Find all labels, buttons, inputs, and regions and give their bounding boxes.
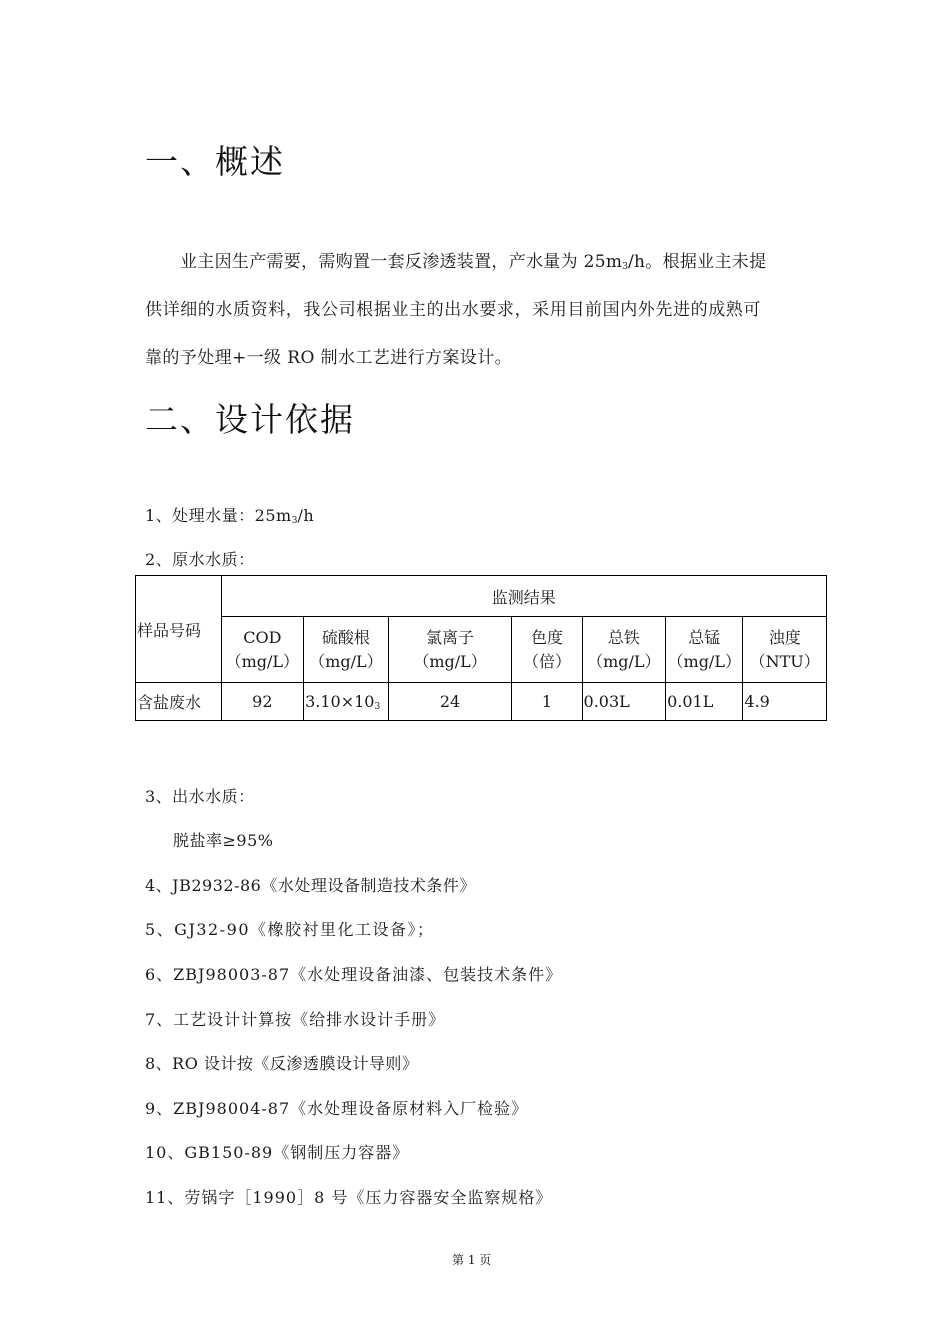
overview-paragraph-line-2: 供详细的水质资料，我公司根据业主的出水要求，采用目前国内外先进的成熟可	[145, 300, 761, 320]
table-header-chloride	[388, 617, 512, 683]
basis-item-3: 3、出水水质：	[145, 787, 255, 806]
col-unit: （mg/L）	[413, 651, 487, 671]
basis-item-8: 8、RO 设计按《反渗透膜设计导则》	[145, 1054, 419, 1073]
basis-item-1-unit: /h	[297, 506, 315, 525]
overview-line1-text-end: /h。根据业主未提	[628, 252, 767, 272]
col-unit: （倍）	[522, 651, 571, 671]
col-name: 色度	[530, 627, 563, 647]
col-unit: （mg/L）	[309, 651, 383, 671]
col-name: 浊度	[768, 627, 801, 647]
section-title-overview: 一、概述	[145, 142, 285, 181]
basis-item-11: 11、劳锅字［1990］8 号《压力容器安全监察规格》	[145, 1188, 553, 1207]
basis-item-4: 4、JB2932-86《水处理设备制造技术条件》	[145, 876, 476, 895]
col-name: 总铁	[607, 627, 640, 647]
cell-sulfate	[304, 683, 389, 721]
cell-sample: 含盐废水	[136, 683, 222, 721]
table-header-color	[512, 617, 582, 683]
section-title-basis: 二、设计依据	[145, 400, 355, 439]
col-unit: （mg/L）	[225, 651, 300, 671]
cell-cod: 92	[221, 683, 304, 721]
raw-water-quality-table	[135, 575, 827, 721]
overview-paragraph-line-1	[180, 247, 766, 272]
basis-item-6: 6、ZBJ98003-87《水处理设备油漆、包装技术条件》	[145, 965, 563, 984]
col-unit: （mg/L）	[587, 651, 661, 671]
basis-item-1	[145, 503, 314, 526]
col-unit: （NTU）	[749, 651, 820, 671]
basis-item-5: 5、GJ32-90《橡胶衬里化工设备》；	[145, 920, 435, 939]
col-name: 总锰	[688, 627, 721, 647]
table-header-manganese	[666, 617, 743, 683]
table-header-sulfate	[304, 617, 389, 683]
table-header-monitoring-results: 监测结果	[221, 576, 826, 617]
basis-item-2: 2、原水水质：	[145, 550, 255, 569]
basis-item-3-detail: 脱盐率≥95%	[173, 831, 274, 850]
basis-item-1-superscript: 3	[291, 516, 298, 526]
table-header-cod	[221, 617, 304, 683]
basis-item-7: 7、工艺设计计算按《给排水设计手册》	[145, 1010, 446, 1029]
col-name: 氯离子	[426, 627, 475, 647]
col-name: 硫酸根	[321, 627, 370, 647]
col-name: COD	[243, 627, 282, 647]
overview-line1-text: 业主因生产需要，需购置一套反渗透装置，产水量为 25m	[180, 252, 623, 272]
cell-chloride: 24	[388, 683, 512, 721]
table-header-turbidity	[743, 617, 827, 683]
overview-line1-superscript: 3	[622, 262, 628, 272]
cell-turbidity: 4.9	[743, 683, 827, 721]
cell-sulfate-value: 3.10×10	[305, 692, 375, 711]
cell-iron: 0.03L	[582, 683, 666, 721]
table-header-iron	[582, 617, 666, 683]
overview-paragraph-line-3: 靠的予处理+一级 RO 制水工艺进行方案设计。	[145, 348, 512, 368]
cell-color: 1	[512, 683, 582, 721]
col-unit: （mg/L）	[667, 651, 741, 671]
table-header-sample-code: 样品号码	[136, 576, 222, 683]
cell-manganese: 0.01L	[666, 683, 743, 721]
basis-item-10: 10、GB150-89《钢制压力容器》	[145, 1143, 410, 1162]
cell-sulfate-exponent: 3	[374, 702, 381, 712]
basis-item-9: 9、ZBJ98004-87《水处理设备原材料入厂检验》	[145, 1099, 529, 1118]
table-row	[136, 683, 827, 721]
page-number: 第 1 页	[452, 1253, 492, 1267]
basis-item-1-text: 1、处理水量：25m	[145, 506, 292, 525]
